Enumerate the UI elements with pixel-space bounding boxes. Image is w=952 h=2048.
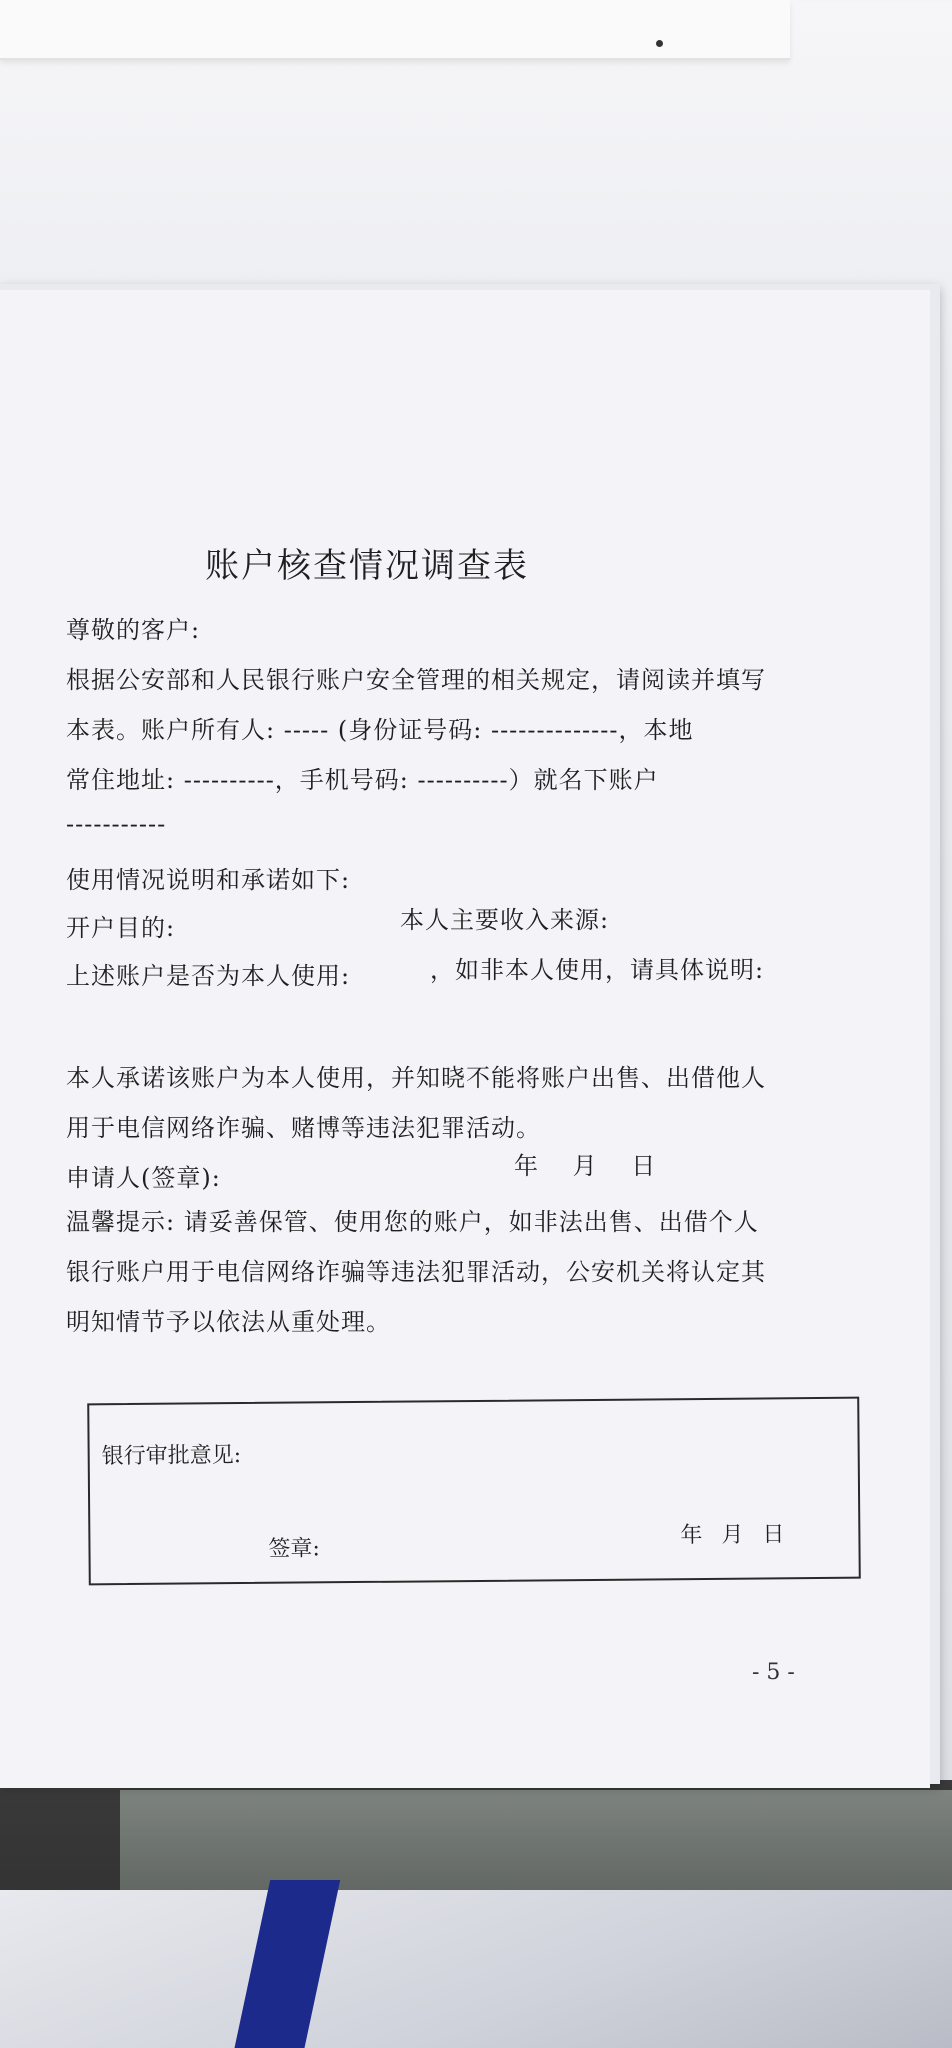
bank-approval-box (87, 1397, 861, 1586)
ink-dot (656, 40, 663, 47)
body-line-3: 常住地址: ----------，手机号码: ----------）就名下账户 (66, 766, 659, 794)
applicant-date: 年 月 日 (514, 1152, 657, 1180)
body-line-1: 根据公安部和人民银行账户安全管理的相关规定，请阅读并填写 (66, 666, 766, 694)
seal-label: 签章: (268, 1536, 321, 1562)
self-use-question: 上述账户是否为本人使用: (66, 962, 351, 990)
account-purpose: 开户目的: (66, 914, 176, 942)
reminder-line-1: 温馨提示: 请妥善保管、使用您的账户，如非法出售、出借个人 (66, 1208, 759, 1236)
body-line-4: ----------- (66, 810, 167, 838)
commitment-line-1: 本人承诺该账户为本人使用，并知晓不能将账户出售、出借他人 (66, 1064, 766, 1092)
document-page (0, 290, 930, 1788)
approval-date: 年 月 日 (680, 1522, 791, 1549)
usage-intro: 使用情况说明和承诺如下: (66, 866, 351, 894)
commitment-line-2: 用于电信网络诈骗、赌博等违法犯罪活动。 (66, 1114, 541, 1142)
reminder-line-2: 银行账户用于电信网络诈骗等违法犯罪活动，公安机关将认定其 (66, 1258, 766, 1286)
jacket-fabric (0, 1890, 952, 2048)
non-self-use-note: ，如非本人使用，请具体说明: (430, 956, 765, 984)
background-sheet (0, 0, 790, 60)
document-title: 账户核查情况调查表 (205, 546, 529, 586)
applicant-signature: 申请人(签章): (66, 1164, 221, 1192)
body-line-2: 本表。账户所有人: ----- (身份证号码: --------------，本地 (66, 716, 694, 744)
reminder-line-3: 明知情节予以依法从重处理。 (66, 1308, 391, 1336)
approval-label: 银行审批意见: (101, 1443, 242, 1470)
desk-glass (120, 1790, 952, 1890)
salutation: 尊敬的客户: (66, 616, 201, 644)
page-number: - 5 - (752, 1660, 795, 1685)
income-source: 本人主要收入来源: (400, 906, 610, 934)
